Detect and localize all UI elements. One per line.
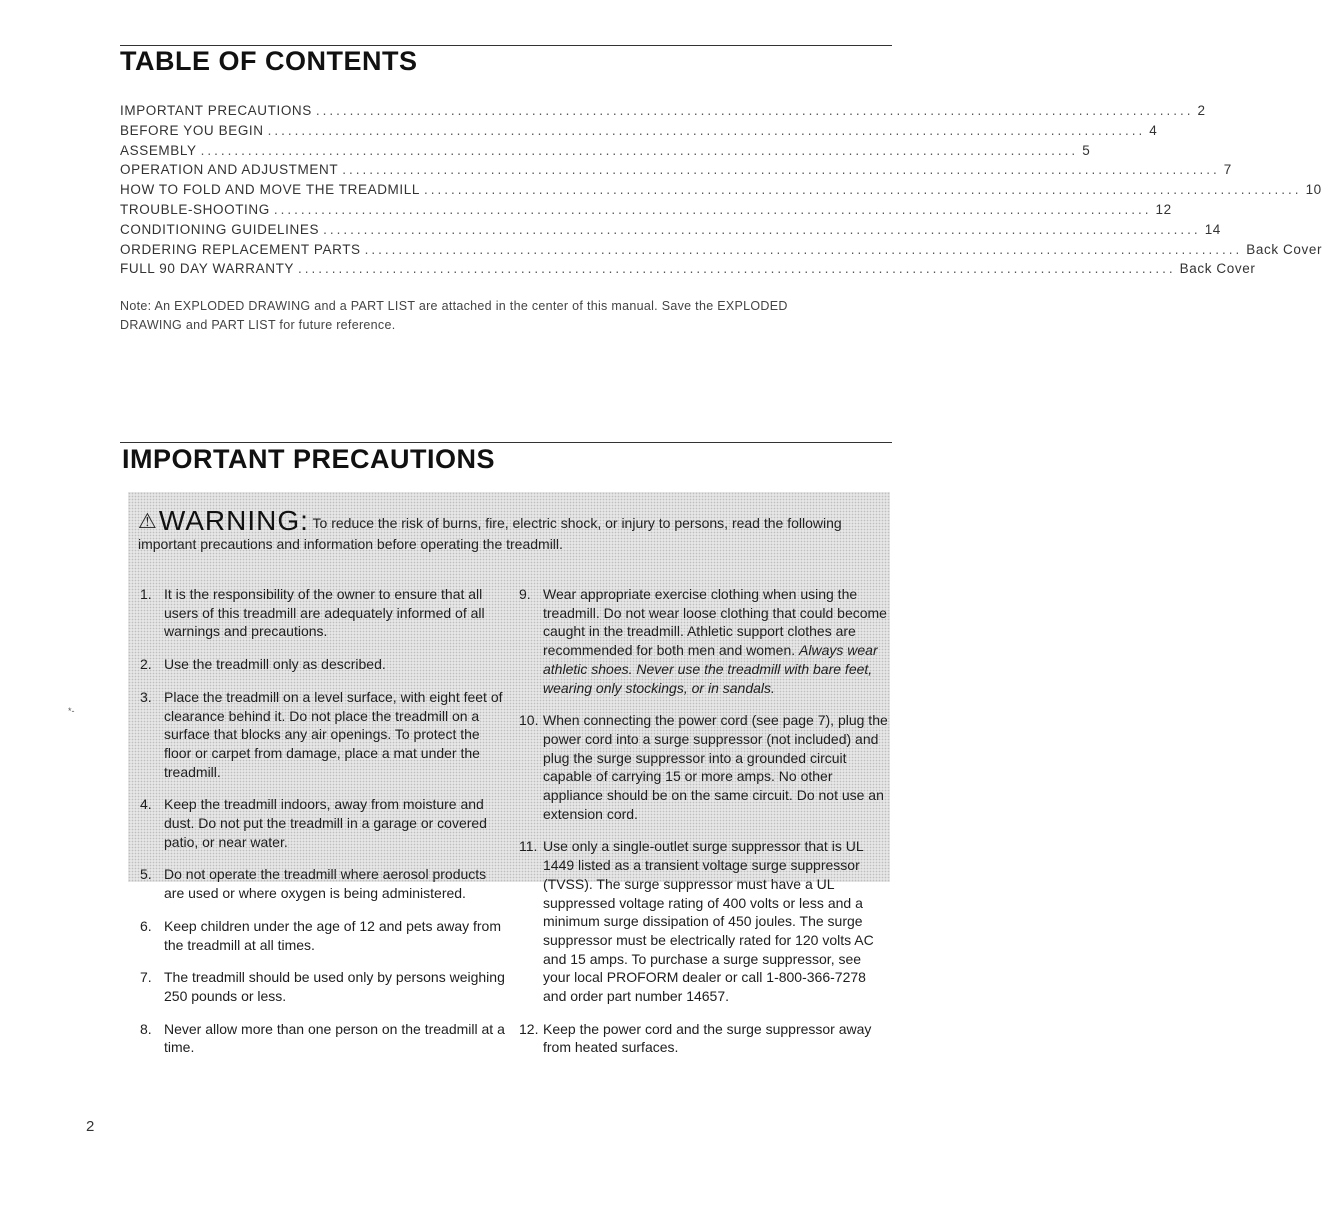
- warning-triangle-icon: ⚠: [138, 510, 157, 533]
- toc-entry[interactable]: [120, 221, 1221, 242]
- item-text: Do not operate the treadmill where aerosol products are used or where oxygen is being administered.: [164, 866, 487, 902]
- precaution-item: [140, 865, 508, 902]
- item-number: 8.: [140, 1020, 152, 1037]
- toc-leader-dots: ..................................................................................................................................: [423, 182, 1302, 198]
- item-text: When connecting the power cord (see page 7), plug the power cord into a surge suppressor (not included) and plug the surge suppressor into a grounded circuit capable of carrying 15 or more amps. No other appliance should be on the same circuit. Do not use an extension cord.: [543, 712, 888, 822]
- item-text: Keep the power cord and the surge suppressor away from heated surfaces.: [543, 1020, 872, 1056]
- toc-entry[interactable]: [120, 261, 1256, 281]
- toc-entry-page: Back Cover: [1246, 241, 1322, 257]
- toc-leader-dots: ..................................................................................................................................: [364, 241, 1243, 257]
- toc-entry-page: 4: [1149, 122, 1158, 138]
- precautions-top-rule: [120, 442, 892, 443]
- warning-text: To reduce the risk of burns, fire, electric shock, or injury to persons, read the following important precautions and information before operating the treadmill.: [138, 515, 842, 552]
- toc-leader-dots: ..................................................................................................................................: [323, 221, 1201, 237]
- warning-label: WARNING:: [158, 505, 309, 536]
- toc-entry[interactable]: [120, 142, 1091, 163]
- item-text: Place the treadmill on a level surface, with eight feet of clearance behind it. Do not place the treadmill on a surface that blocks any air openings. To protect the floor or carpet from damage, place a mat under the treadmill.: [164, 688, 503, 780]
- item-text: Keep children under the age of 12 and pets away from the treadmill at all times.: [164, 917, 501, 953]
- toc-entry-page: Back Cover: [1179, 261, 1256, 277]
- item-number: 11.: [519, 838, 538, 855]
- toc-entry-label: CONDITIONING GUIDELINES: [120, 221, 320, 237]
- page-number: 2: [86, 1118, 95, 1135]
- toc-title: TABLE OF CONTENTS: [120, 46, 418, 76]
- precaution-item: [140, 585, 508, 641]
- toc-leader-dots: ..................................................................................................................................: [315, 103, 1194, 118]
- toc-entry-page: 10: [1305, 182, 1322, 198]
- item-number: 2.: [140, 656, 152, 673]
- item-text: [543, 585, 889, 697]
- precaution-item: [519, 585, 889, 697]
- toc-entry-label: IMPORTANT PRECAUTIONS: [120, 103, 312, 118]
- item-number: 3.: [140, 688, 152, 705]
- item-text: Keep the treadmill indoors, away from moisture and dust. Do not put the treadmill in a garage or covered patio, or near water.: [164, 796, 487, 850]
- precaution-item: [140, 795, 508, 851]
- item-text-regular: Wear appropriate exercise clothing when using the treadmill. Do not wear loose clothing that could become caught in the treadmill. Athletic support clothes are recommended for both men and women.: [543, 586, 887, 659]
- margin-mark: *-: [68, 706, 75, 716]
- precautions-right-column: [519, 585, 889, 1057]
- precaution-item: [140, 655, 508, 674]
- precautions-left-column: [140, 585, 508, 1057]
- precaution-item: [140, 1020, 508, 1057]
- toc-entry-label: OPERATION AND ADJUSTMENT: [120, 162, 339, 178]
- toc-leader-dots: ..................................................................................................................................: [342, 162, 1220, 178]
- toc-note: Note: An EXPLODED DRAWING and a PART LIST are attached in the center of this manual. Save the EXPLODED DRAWING and PART LIST for future reference.: [120, 299, 788, 332]
- item-text: Never allow more than one person on the treadmill at a time.: [164, 1020, 505, 1056]
- toc-entry[interactable]: [120, 241, 1322, 262]
- item-text: The treadmill should be used only by persons weighing 250 pounds or less.: [164, 969, 505, 1004]
- precaution-item: [519, 1020, 889, 1057]
- item-number: 1.: [140, 586, 152, 602]
- toc-entry-label: BEFORE YOU BEGIN: [120, 122, 264, 138]
- toc-entry[interactable]: [120, 182, 1322, 202]
- item-text: It is the responsibility of the owner to ensure that all users of this treadmill are adequately informed of all warnings and precautions.: [164, 586, 485, 640]
- toc-leader-dots: ..................................................................................................................................: [200, 142, 1079, 158]
- toc-leader-dots: ..................................................................................................................................: [267, 122, 1146, 138]
- item-number: 7.: [140, 969, 152, 986]
- precaution-item: [519, 711, 889, 823]
- toc-entry-label: ASSEMBLY: [120, 142, 197, 158]
- toc-entry-page: 5: [1082, 142, 1091, 158]
- toc-entry-page: 7: [1223, 162, 1232, 178]
- toc-leader-dots: ..................................................................................................................................: [273, 201, 1152, 217]
- toc-entry-label: HOW TO FOLD AND MOVE THE TREADMILL: [120, 182, 420, 198]
- toc-entry[interactable]: [120, 103, 1206, 123]
- toc-leader-dots: ..................................................................................................................................: [298, 261, 1176, 277]
- item-number: 9.: [519, 586, 531, 602]
- item-text-italic: Always wear athletic shoes. Never use the treadmill with bare feet, wearing only stockings, or in sandals.: [543, 642, 878, 696]
- toc-entry[interactable]: [120, 162, 1232, 182]
- precaution-item: [140, 968, 508, 1005]
- warning-block: [138, 505, 883, 555]
- item-text: Use only a single-outlet surge suppressor that is UL 1449 listed as a transient voltage surge suppressor (TVSS). The surge suppressor must have a UL suppressed voltage rating of 400 volts or less and a minimum surge dissipation of 450 joules. The surge suppressor must be electrically rated for 120 volts AC and 15 amps. To purchase a surge suppressor, see your local PROFORM dealer or call 1-800-366-7278 and order part number 14657.: [543, 838, 874, 1005]
- toc-entry-page: 2: [1197, 103, 1206, 118]
- toc-entry-label: TROUBLE-SHOOTING: [120, 201, 270, 217]
- precaution-item: [140, 917, 508, 954]
- toc-entry-label: FULL 90 DAY WARRANTY: [120, 261, 295, 277]
- toc-entry-page: 12: [1155, 201, 1172, 217]
- toc-entry[interactable]: [120, 122, 1158, 143]
- precaution-item: [140, 688, 508, 782]
- item-number: 4.: [140, 796, 152, 813]
- precaution-item: [519, 837, 889, 1005]
- precautions-title: IMPORTANT PRECAUTIONS: [122, 444, 495, 474]
- item-number: 6.: [140, 917, 152, 934]
- item-number: 10.: [519, 712, 539, 729]
- toc-entry[interactable]: [120, 201, 1172, 222]
- toc-entry-label: ORDERING REPLACEMENT PARTS: [120, 241, 361, 257]
- item-number: 12.: [519, 1020, 539, 1037]
- toc-entry-page: 14: [1204, 221, 1221, 237]
- item-text: Use the treadmill only as described.: [164, 656, 386, 673]
- toc-list: [120, 103, 1322, 281]
- item-number: 5.: [140, 866, 152, 883]
